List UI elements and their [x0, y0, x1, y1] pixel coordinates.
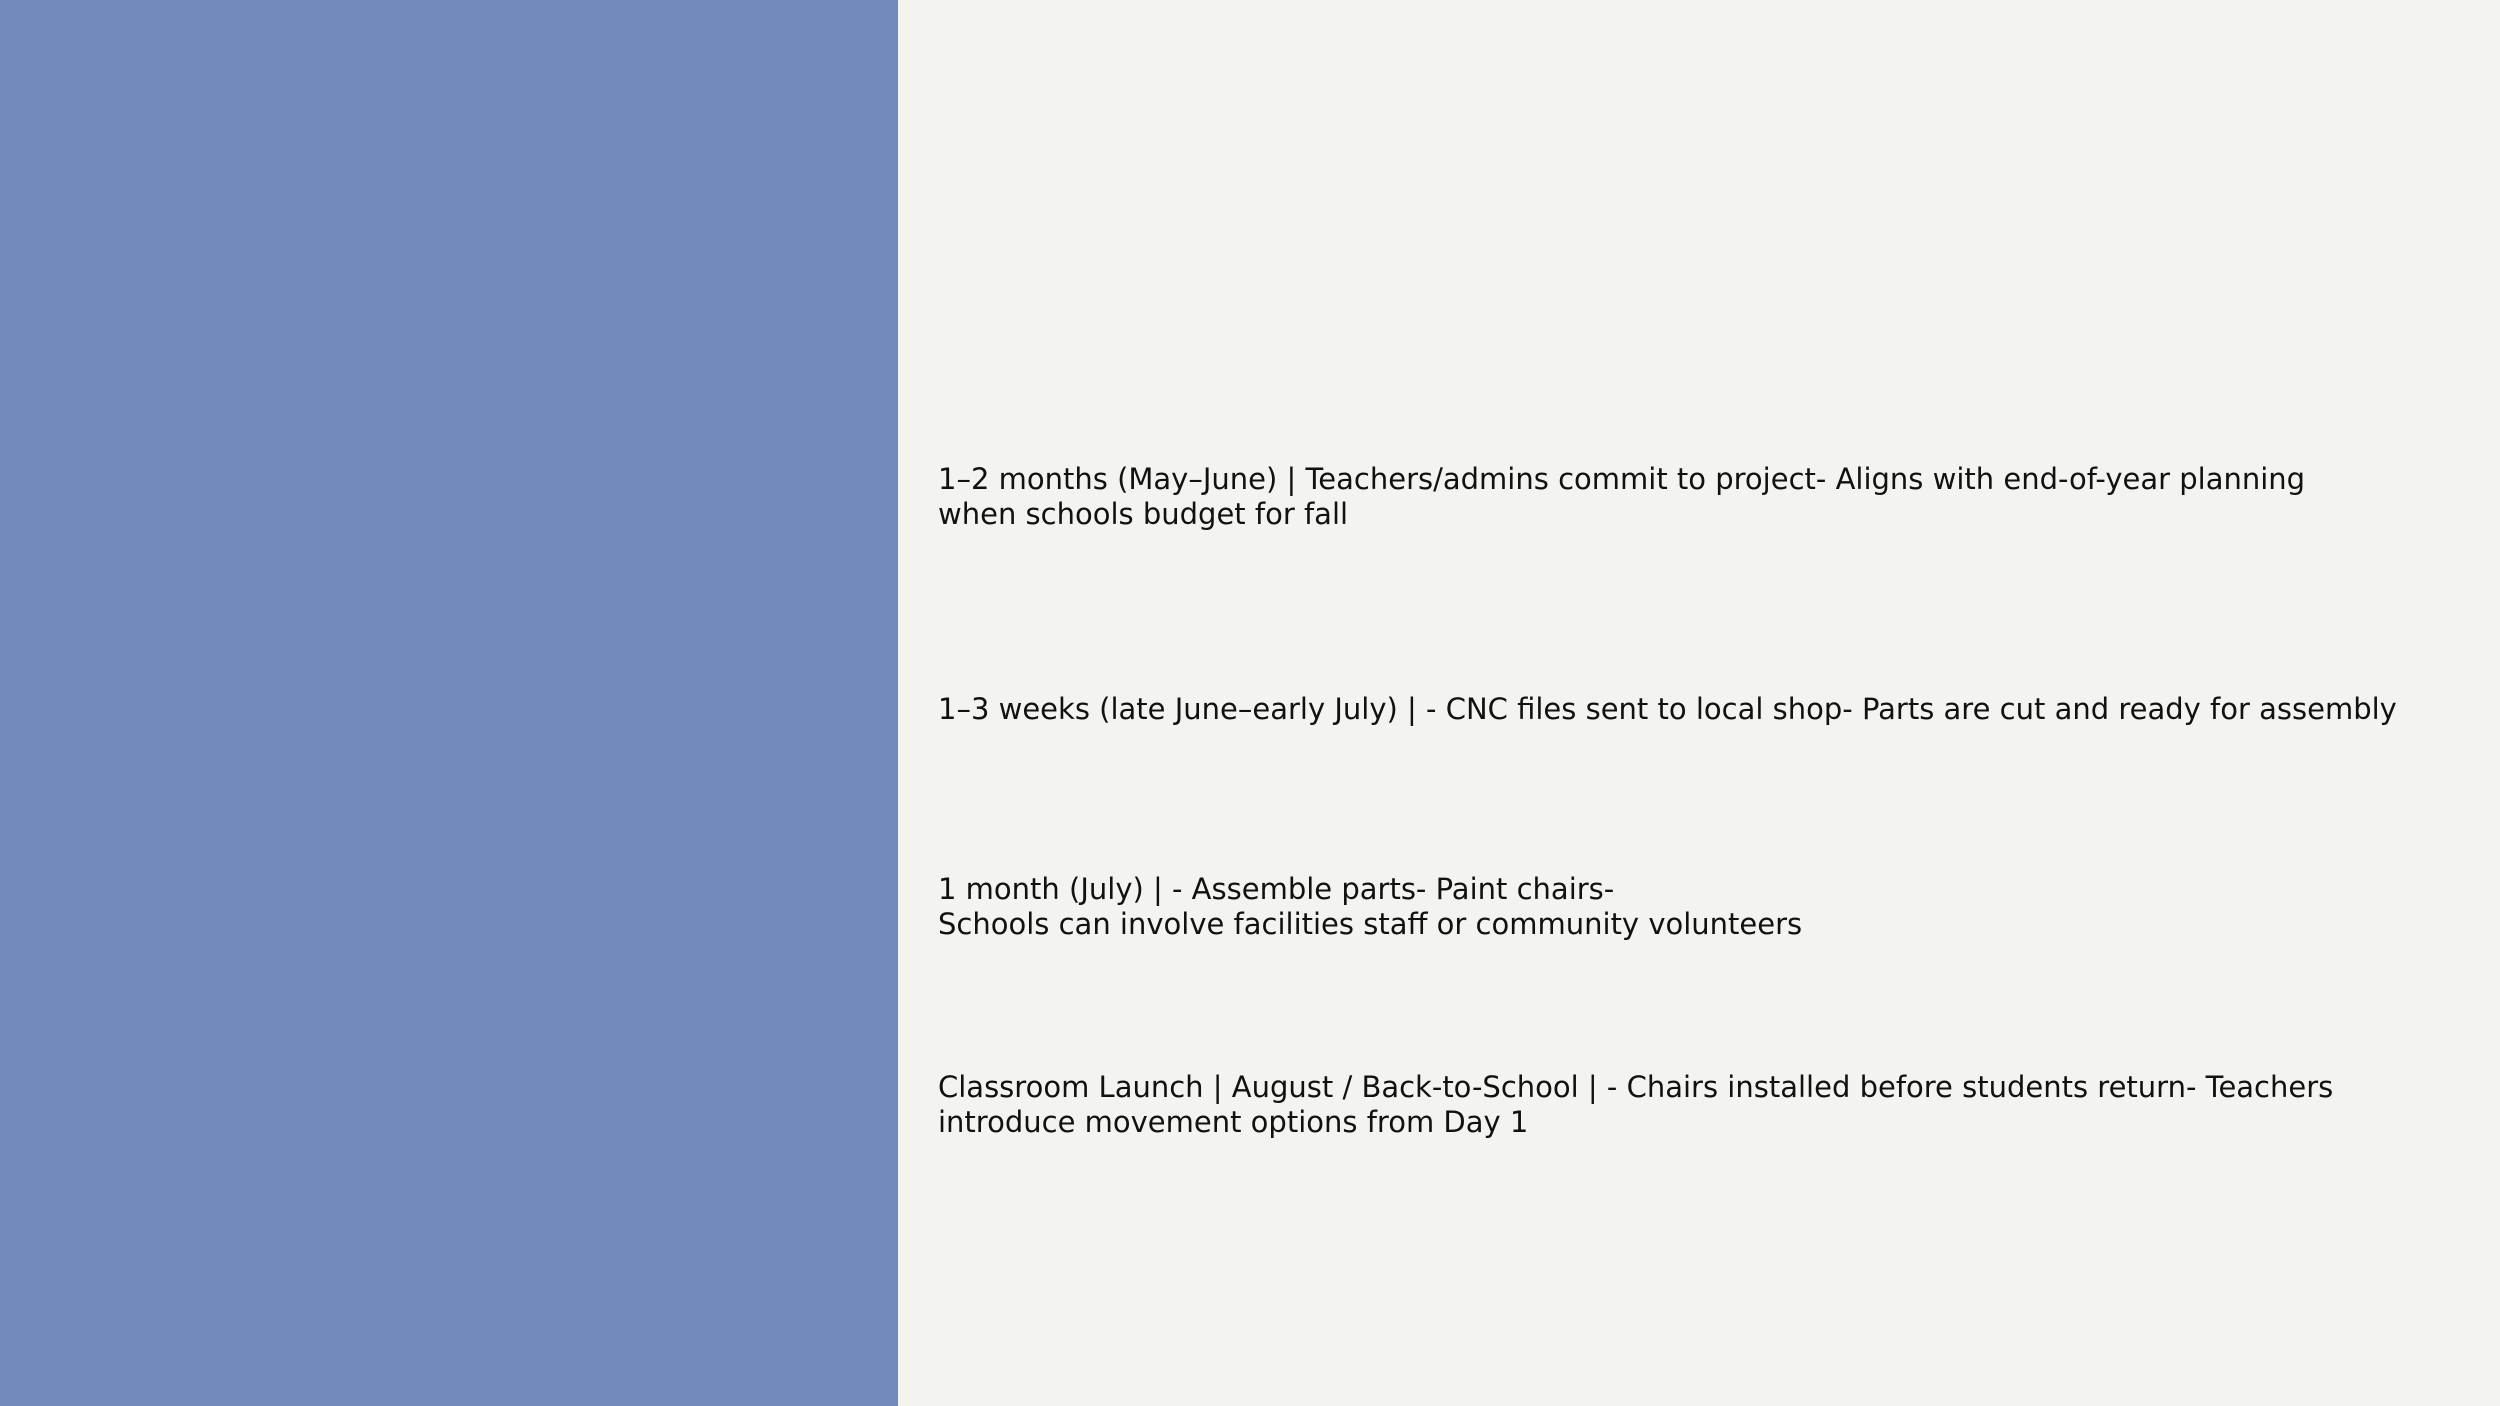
phase-description-classroom-launch: Classroom Launch | August / Back-to-School | - Chairs installed before students return- Teachers introduce movement options from Day 1 [938, 1070, 2334, 1139]
phase-description-interest: 1–2 months (May–June) | Teachers/admins commit to project- Aligns with end-of-year planning when schools budget for fall [938, 462, 2306, 531]
phase-description-fabrication-assembly: 1 month (July) | - Assemble parts- Paint chairs- Schools can involve facilities staff or community volunteers [938, 872, 1803, 941]
phase-description-cnc-parts-prep: 1–3 weeks (late June–early July) | - CNC files sent to local shop- Parts are cut and ready for assembly [938, 692, 2397, 726]
phase-label-panel [0, 0, 898, 1406]
